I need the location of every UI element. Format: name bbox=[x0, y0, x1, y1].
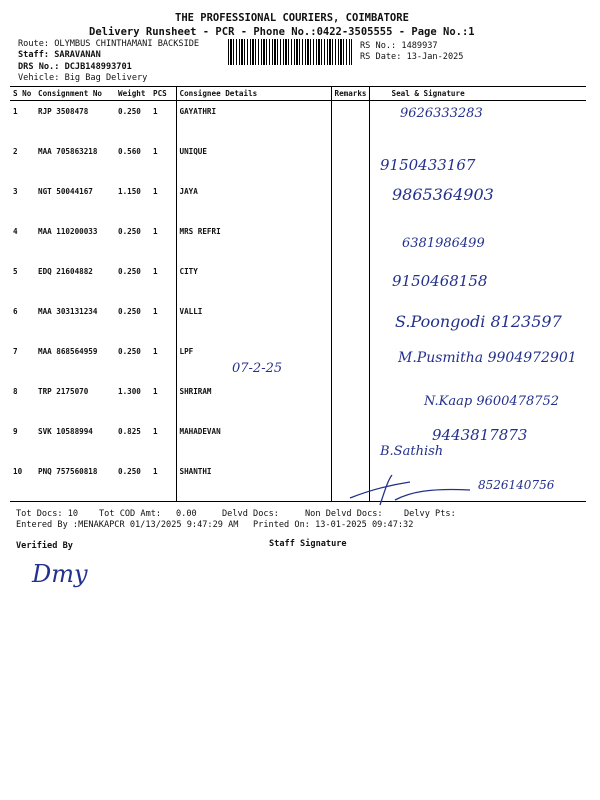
col-seal-signature: Seal & Signature bbox=[369, 87, 586, 101]
cell-weight: 0.250 bbox=[118, 307, 141, 316]
cell-consignee: SHRIRAM bbox=[176, 381, 331, 421]
cell-pcs: 1 bbox=[153, 427, 158, 436]
cell-remarks bbox=[331, 141, 369, 181]
cell-sno: 8 bbox=[13, 387, 18, 396]
cell-consignee: UNIQUE bbox=[176, 141, 331, 181]
handwritten-signature: 9150433167 bbox=[380, 156, 476, 174]
handwritten-signature: M.Pusmitha 9904972901 bbox=[398, 350, 577, 366]
cell-pcs: 1 bbox=[153, 387, 158, 396]
cell-consignment: NGT 50044167 bbox=[38, 187, 93, 196]
cell-consignee: SHANTHI bbox=[176, 461, 331, 502]
handwritten-signature: 9626333283 bbox=[400, 106, 483, 121]
cell-consignment: RJP 3508478 bbox=[38, 107, 89, 116]
cell-remarks bbox=[331, 221, 369, 261]
handwritten-signature: 8526140756 bbox=[478, 478, 555, 492]
handwritten-signature: 9865364903 bbox=[392, 185, 494, 204]
cell-consignment: SVK 10588994 bbox=[38, 427, 93, 436]
cell-consignee: LPF bbox=[176, 341, 331, 381]
cell-pcs: 1 bbox=[153, 107, 158, 116]
cell-remarks bbox=[331, 381, 369, 421]
cell-consignment: MAA 303131234 bbox=[38, 307, 98, 316]
barcode-image bbox=[228, 39, 352, 65]
cell-pcs: 1 bbox=[150, 461, 176, 502]
cell-weight: 0.250 bbox=[118, 107, 141, 116]
handwritten-signature: 9443817873 bbox=[432, 426, 528, 444]
cell-sno: 4 bbox=[13, 227, 18, 236]
cell-sno: 1 bbox=[13, 107, 18, 116]
cell-pcs: 1 bbox=[153, 267, 158, 276]
cell-remarks bbox=[331, 261, 369, 301]
scribble-signature bbox=[340, 470, 480, 510]
printed-on: Printed On: 13-01-2025 09:47:32 bbox=[253, 520, 414, 530]
cell-sno: 6 bbox=[13, 307, 18, 316]
delivered-docs-label: Delvd Docs: bbox=[222, 509, 279, 519]
cell-weight: 0.250 bbox=[118, 227, 141, 236]
cell-consignment: MAA 868564959 bbox=[38, 347, 98, 356]
staff-signature-label: Staff Signature bbox=[269, 539, 347, 549]
handwritten-signature: 6381986499 bbox=[402, 236, 485, 251]
delivery-points-label: Delvy Pts: bbox=[404, 509, 456, 519]
handwritten-signature: N.Kaap 9600478752 bbox=[424, 394, 560, 409]
cell-weight: 0.250 bbox=[118, 267, 141, 276]
cell-remarks bbox=[331, 181, 369, 221]
col-sno: S No bbox=[10, 87, 35, 101]
cell-sno: 10 bbox=[10, 461, 35, 502]
handwritten-signature: B.Sathish bbox=[380, 444, 444, 459]
cell-consignee: JAYA bbox=[176, 181, 331, 221]
cell-pcs: 1 bbox=[153, 347, 158, 356]
cell-consignee: MRS REFRI bbox=[176, 221, 331, 261]
cell-consignment: MAA 705863218 bbox=[38, 147, 98, 156]
vehicle-label: Vehicle: Big Bag Delivery bbox=[18, 73, 148, 83]
cell-sno: 2 bbox=[13, 147, 18, 156]
company-name: THE PROFESSIONAL COURIERS, COIMBATORE bbox=[175, 12, 409, 24]
non-delivered-docs-label: Non Delvd Docs: bbox=[305, 509, 383, 519]
cell-consignee: VALLI bbox=[176, 301, 331, 341]
cell-weight: 0.250 bbox=[115, 461, 150, 502]
table-row bbox=[10, 181, 586, 221]
cell-sno: 9 bbox=[13, 427, 18, 436]
entered-by: Entered By :MENAKAPCR 01/13/2025 9:47:29 AM bbox=[16, 520, 239, 530]
total-cod-label: Tot COD Amt: bbox=[99, 509, 162, 519]
table-header-row bbox=[10, 87, 586, 101]
table-row bbox=[10, 101, 586, 142]
cell-remarks bbox=[331, 341, 369, 381]
cell-consignee: MAHADEVAN bbox=[176, 421, 331, 461]
cell-remarks bbox=[331, 301, 369, 341]
total-cod-value: 0.00 bbox=[176, 509, 197, 519]
table-row bbox=[10, 221, 586, 261]
handwritten-signature: 9150468158 bbox=[392, 272, 488, 290]
cell-remarks bbox=[331, 101, 369, 142]
rs-number: RS No.: 1489937 bbox=[360, 41, 438, 51]
handwritten-remark: 07-2-25 bbox=[232, 361, 283, 376]
cell-consignment: TRP 2175070 bbox=[38, 387, 89, 396]
col-consignee: Consignee Details bbox=[176, 87, 331, 101]
cell-pcs: 1 bbox=[153, 147, 158, 156]
cell-consignee: GAYATHRI bbox=[176, 101, 331, 142]
cell-weight: 0.250 bbox=[118, 347, 141, 356]
cell-consignment: PNQ 757560818 bbox=[35, 461, 115, 502]
cell-sno: 3 bbox=[13, 187, 18, 196]
cell-weight: 1.150 bbox=[118, 187, 141, 196]
cell-weight: 1.300 bbox=[118, 387, 141, 396]
table-row bbox=[10, 261, 586, 301]
rs-date: RS Date: 13-Jan-2025 bbox=[360, 52, 464, 62]
table-row bbox=[10, 141, 586, 181]
cell-consignment: MAA 110200033 bbox=[38, 227, 98, 236]
route-label: Route: OLYMBUS CHINTHAMANI BACKSIDE bbox=[18, 39, 200, 49]
drs-number: DRS No.: DCJB148993701 bbox=[18, 62, 132, 72]
cell-pcs: 1 bbox=[153, 187, 158, 196]
col-pcs: PCS bbox=[150, 87, 176, 101]
col-weight: Weight bbox=[115, 87, 150, 101]
col-remarks: Remarks bbox=[331, 87, 369, 101]
staff-label: Staff: SARAVANAN bbox=[18, 50, 101, 60]
verified-by-label: Verified By bbox=[16, 541, 73, 551]
total-docs: Tot Docs: 10 bbox=[16, 509, 79, 519]
handwritten-signature: S.Poongodi 8123597 bbox=[395, 312, 562, 331]
cell-sno: 5 bbox=[13, 267, 18, 276]
verified-signature: Dmy bbox=[32, 560, 88, 588]
cell-weight: 0.560 bbox=[118, 147, 141, 156]
cell-sno: 7 bbox=[13, 347, 18, 356]
cell-weight: 0.825 bbox=[118, 427, 141, 436]
cell-consignee: CITY bbox=[176, 261, 331, 301]
cell-remarks bbox=[331, 421, 369, 461]
cell-consignment: EDQ 21604882 bbox=[38, 267, 93, 276]
col-consignment: Consignment No bbox=[35, 87, 115, 101]
cell-pcs: 1 bbox=[153, 227, 158, 236]
runsheet-title: Delivery Runsheet - PCR - Phone No.:0422-3505555 - Page No.:1 bbox=[89, 26, 475, 38]
cell-pcs: 1 bbox=[153, 307, 158, 316]
